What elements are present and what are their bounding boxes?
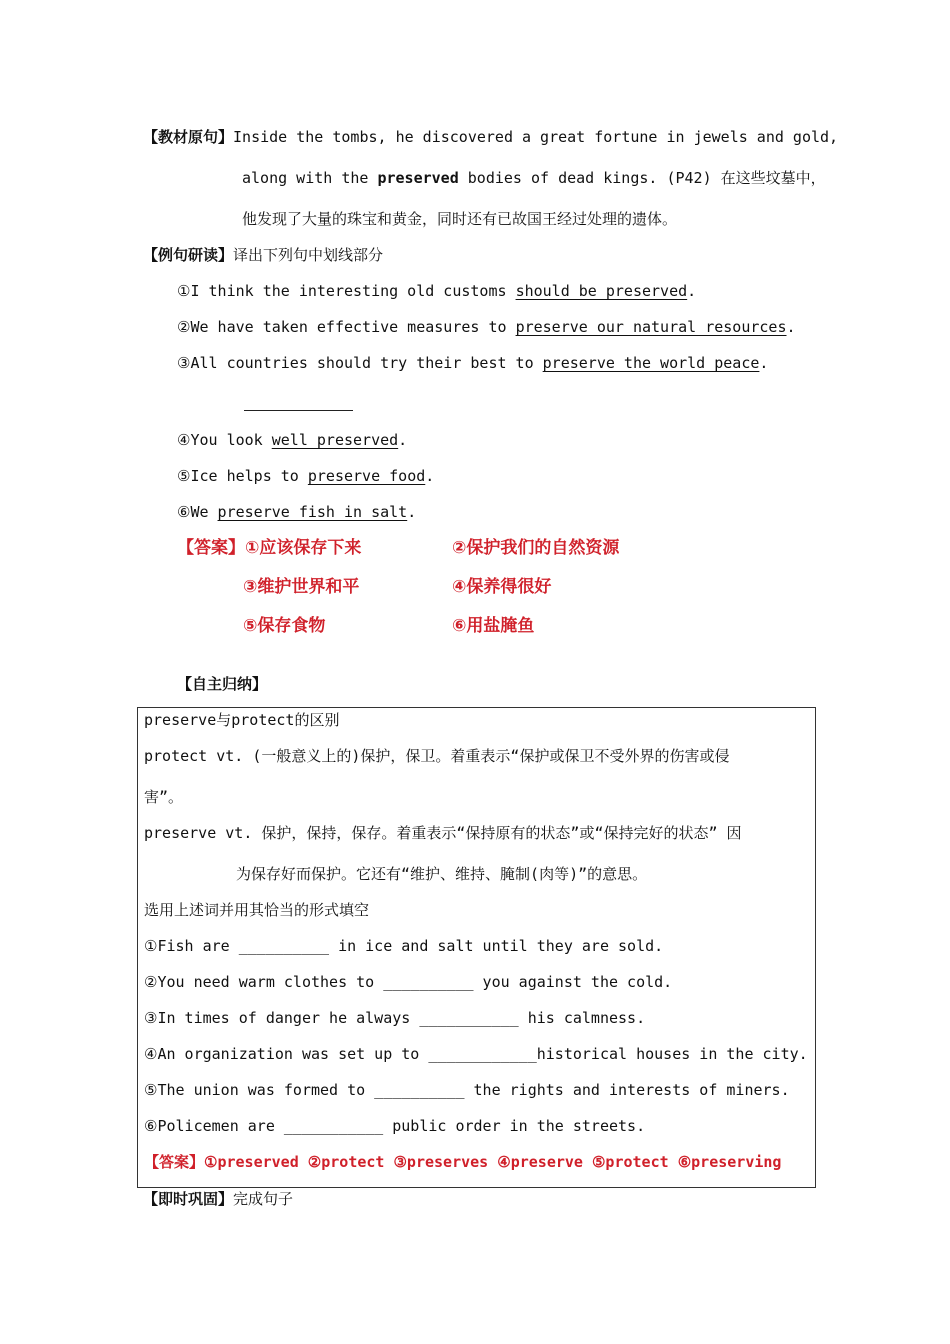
protect-definition-1: protect vt. (一般意义上的)保护，保卫。着重表示“保护或保卫不受外界的伤害或侵: [144, 747, 730, 765]
consolidate-header: 【即时巩固】完成句子: [143, 1190, 294, 1208]
fill-item-5: ⑤The union was formed to __________ the rights and interests of miners.: [144, 1081, 790, 1099]
source-text-1: Inside the tombs, he discovered a great fortune in jewels and gold,: [233, 128, 839, 146]
keyword-preserved: preserved: [377, 169, 459, 187]
answer-4: ④保养得很好: [452, 577, 552, 597]
example-3: ③All countries should try their best to preserve the world peace.: [177, 354, 769, 372]
fill-answers: 【答案】①preserved ②protect ③preserves ④preserve ⑤protect ⑥preserving: [144, 1153, 782, 1171]
fill-item-4: ④An organization was set up to ____________historical houses in the city.: [144, 1045, 808, 1063]
preserve-definition-1: preserve vt. 保护，保持，保存。着重表示“保持原有的状态”或“保持完好的状态” 因: [144, 824, 742, 842]
fill-item-3: ③In times of danger he always ___________ his calmness.: [144, 1009, 646, 1027]
fill-item-2: ②You need warm clothes to __________ you against the cold.: [144, 973, 673, 991]
preserve-definition-2: 为保存好而保护。它还有“维护、维持、腌制(肉等)”的意思。: [236, 865, 648, 883]
example-2: ②We have taken effective measures to preserve our natural resources.: [177, 318, 796, 336]
fill-instruction: 选用上述词并用其恰当的形式填空: [144, 901, 370, 919]
source-label: 【教材原句】: [143, 128, 234, 146]
summary-title: preserve与protect的区别: [144, 711, 340, 729]
fill-item-6: ⑥Policemen are ___________ public order in the streets.: [144, 1117, 646, 1135]
answer-2: ②保护我们的自然资源: [452, 538, 620, 558]
source-line-2: along with the preserved bodies of dead kings. (P42) 在这些坟墓中，: [242, 169, 826, 187]
example-4: ④You look well preserved.: [177, 431, 408, 449]
answers-row-1: 【答案】①应该保存下来: [177, 538, 362, 558]
answer-6: ⑥用盐腌鱼: [452, 616, 535, 636]
examples-header: 【例句研读】译出下列句中划线部分: [143, 246, 384, 264]
answer-3: ③维护世界和平: [243, 577, 360, 597]
protect-definition-2: 害”。: [144, 788, 184, 806]
blank-line: [244, 410, 353, 411]
source-line-3: 他发现了大量的珠宝和黄金，同时还有已故国王经过处理的遗体。: [242, 210, 678, 228]
answer-5: ⑤保存食物: [243, 616, 326, 636]
source-line-1: [143, 126, 838, 148]
example-5: ⑤Ice helps to preserve food.: [177, 467, 435, 485]
example-6: ⑥We preserve fish in salt.: [177, 503, 417, 521]
summary-label: 【自主归纳】: [177, 675, 268, 693]
fill-item-1: ①Fish are __________ in ice and salt until they are sold.: [144, 937, 664, 955]
example-1: ①I think the interesting old customs should be preserved.: [177, 282, 697, 300]
